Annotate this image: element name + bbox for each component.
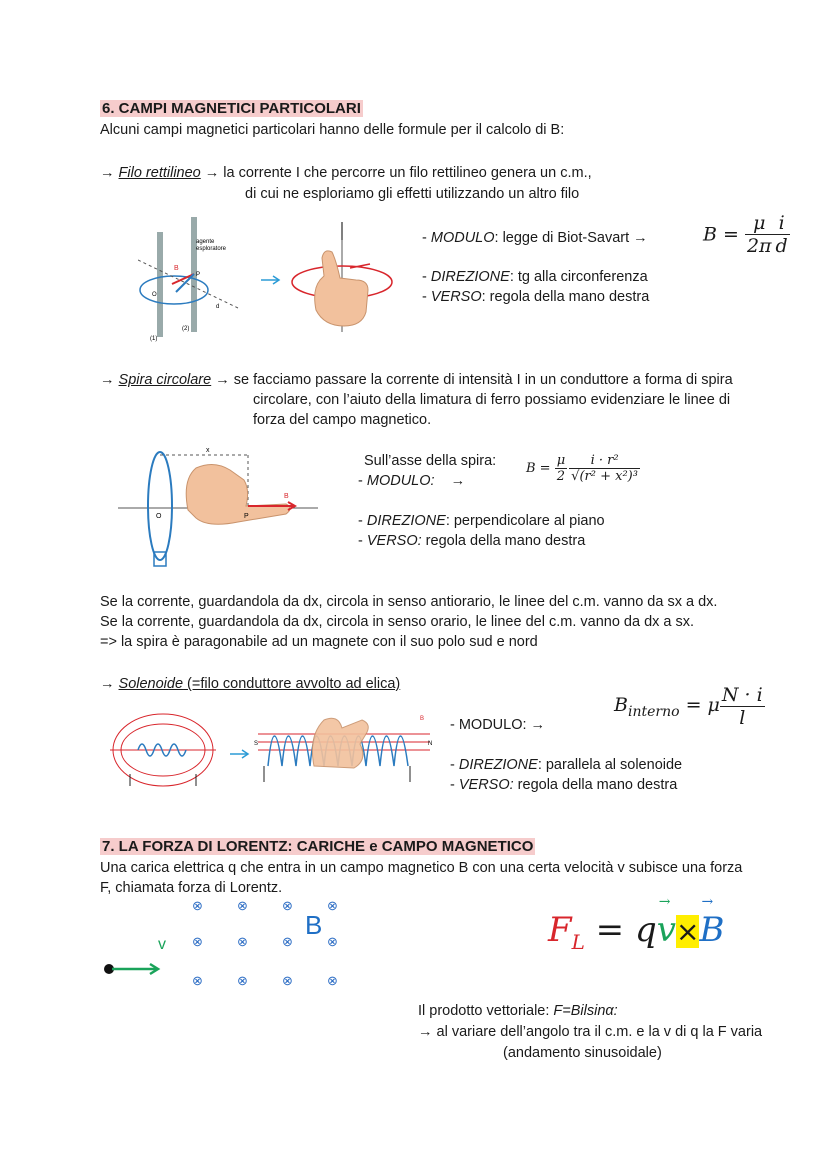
spira-direzione-text: : perpendicolare al piano <box>445 513 605 529</box>
spira-fig-x: x <box>206 447 210 454</box>
solenoide-field-diagram <box>108 708 218 792</box>
prodotto-desc2: (andamento sinusoidale) <box>503 1045 662 1061</box>
lorentz-v-vector-arrow: → <box>658 894 671 910</box>
filo-figure-diagram <box>138 212 250 344</box>
field-into-page-symbol: ⊗ <box>192 973 203 988</box>
spira-fig-o: O <box>156 513 162 520</box>
filo-modulo-text: : legge di Biot-Savart → <box>494 230 648 246</box>
filo-verso: - VERSO: regola della mano destra <box>422 289 650 305</box>
field-into-page-symbol: ⊗ <box>237 934 248 949</box>
solenoide-verso-text: regola della mano destra <box>513 777 678 793</box>
spira-heading <box>100 370 733 390</box>
solenoide-title: Solenoide <box>118 676 184 692</box>
spira-formula-den2: √(r² + x²)³ <box>571 469 638 484</box>
velocity-label: v <box>158 936 166 953</box>
note-1: Se la corrente, guardandola da dx, circola in senso antiorario, le linee del c.m. vanno da sx a dx. <box>100 594 718 610</box>
fig-label-agente: agente <box>196 239 215 245</box>
filo-direzione-text: : tg alla circonferenza <box>509 269 648 285</box>
solenoide-title-rest: (=filo conduttore avvolto ad elica) <box>183 676 401 692</box>
solenoide-formula-den: l <box>739 707 746 729</box>
spira-desc2: circolare, con l’aiuto della limatura di ferro possiamo evidenziare le linee di <box>253 392 731 408</box>
solenoide-heading <box>100 674 400 694</box>
filo-heading <box>100 163 592 183</box>
fig-label-n2: (2) <box>182 326 190 332</box>
solenoide-modulo: - MODULO: → <box>450 717 546 733</box>
solenoide-arrow: → <box>100 676 115 692</box>
fig-label-d: d <box>216 304 220 310</box>
field-into-page-symbol: ⊗ <box>282 973 293 988</box>
solenoide-direzione: - DIREZIONE: parallela al solenoide <box>450 757 683 773</box>
spira-direzione: - DIREZIONE: perpendicolare al piano <box>358 513 605 529</box>
solenoide-formula-lhs: B <box>614 693 628 716</box>
spira-desc1: → se facciamo passare la corrente di intensità I in un conduttore a forma di spira <box>215 372 733 388</box>
filo-transition-arrow-icon <box>260 274 282 286</box>
section-6-heading: 6. CAMPI MAGNETICI PARTICOLARI <box>102 100 361 117</box>
lorentz-desc2: F, chiamata forza di Lorentz. <box>100 880 283 896</box>
field-into-page-symbol: ⊗ <box>282 898 293 913</box>
field-into-page-symbol: ⊗ <box>237 898 248 913</box>
spira-modulo: - MODULO: → <box>358 473 466 489</box>
field-into-page-symbol: ⊗ <box>327 973 338 988</box>
prodotto-desc1: → al variare dell’angolo tra il c.m. e la v di q la F varia <box>418 1024 763 1040</box>
biot-savart-num1: μ <box>745 212 774 235</box>
prodotto-vettoriale <box>418 1001 618 1021</box>
solenoide-transition-arrow-icon <box>229 748 251 760</box>
field-into-page-symbol: ⊗ <box>237 973 248 988</box>
lorentz-formula-cross: × <box>675 915 700 948</box>
note-2: Se la corrente, guardandola da dx, circola in senso orario, le linee del c.m. vanno da dx a sx. <box>100 614 695 630</box>
field-into-page-symbol: ⊗ <box>192 898 203 913</box>
solenoide-formula-sub: interno <box>627 703 680 720</box>
spira-fig-b: B <box>284 493 289 500</box>
fig-label-p: P <box>196 272 201 278</box>
prodotto-formula: F=Bilsinα: <box>553 1003 618 1019</box>
filo-right-hand-icon <box>290 220 400 335</box>
filo-arrow: → <box>100 165 115 181</box>
spira-formula-num2: i · r² <box>569 453 640 469</box>
biot-savart-formula <box>703 212 790 257</box>
fig-label-b: B <box>174 265 179 272</box>
spira-modulo-arrow: → <box>450 473 466 489</box>
spira-formula-num1: μ <box>556 453 566 468</box>
solenoide-hand-diagram <box>254 706 434 792</box>
lorentz-formula-v: v <box>656 910 676 950</box>
spira-formula <box>526 453 640 484</box>
field-into-page-symbol: ⊗ <box>327 898 338 913</box>
biot-savart-num2: i <box>774 212 790 235</box>
filo-direzione: - DIREZIONE: tg alla circonferenza <box>422 269 648 285</box>
spira-verso: - VERSO: regola della mano destra <box>358 533 586 549</box>
biot-savart-den2: d <box>775 235 788 257</box>
field-into-page-symbol: ⊗ <box>327 934 338 949</box>
note-3: => la spira è paragonabile ad un magnete con il suo polo sud e nord <box>100 634 538 650</box>
spira-title: Spira circolare <box>118 372 212 388</box>
filo-modulo: - MODULO: legge di Biot-Savart → <box>422 230 648 246</box>
filo-direzione-label: DIREZIONE <box>430 269 510 285</box>
fig-label-o: O <box>152 292 157 298</box>
lorentz-formula-sub: L <box>571 929 585 954</box>
filo-desc1: → la corrente I che percorre un filo rettilineo genera un c.m., <box>204 165 592 181</box>
solenoide-fig-b: B <box>420 716 425 722</box>
solenoide-direzione-text: : parallela al solenoide <box>537 757 683 773</box>
charge-velocity-arrow-icon <box>100 960 164 978</box>
solenoide-verso-label: VERSO: <box>458 777 514 793</box>
spira-verso-label: VERSO: <box>366 533 422 549</box>
lorentz-b-vector-arrow: → <box>701 894 714 910</box>
solenoide-verso: - VERSO: regola della mano destra <box>450 777 678 793</box>
lorentz-formula-b: B <box>699 910 725 950</box>
spira-asse: Sull’asse della spira: <box>364 453 497 469</box>
solenoide-fig-n: N <box>428 741 433 747</box>
biot-savart-lhs: B = <box>703 223 739 246</box>
biot-savart-den1: 2π <box>746 235 772 257</box>
spira-arrow: → <box>100 372 115 388</box>
lorentz-desc1: Una carica elettrica q che entra in un campo magnetico B con una certa velocità v subisce una forza <box>100 860 743 876</box>
solenoide-direzione-label: DIREZIONE <box>458 757 538 773</box>
solenoide-fig-s: S <box>254 741 259 747</box>
spira-desc3: forza del campo magnetico. <box>253 412 432 428</box>
lorentz-formula-f: F <box>548 910 572 950</box>
prodotto-label: Il prodotto vettoriale: <box>418 1003 554 1019</box>
solenoide-formula-eq: = μ <box>685 693 720 716</box>
fig-label-esploratore: esploratore <box>196 246 227 252</box>
section-7-heading: 7. LA FORZA DI LORENTZ: CARICHE e CAMPO MAGNETICO <box>102 838 534 855</box>
field-b-label: B <box>305 910 323 940</box>
spira-figure-diagram <box>118 440 328 572</box>
field-into-page-symbol: ⊗ <box>192 934 203 949</box>
solenoide-formula <box>614 684 765 729</box>
filo-verso-text: : regola della mano destra <box>481 289 650 305</box>
spira-direzione-label: DIREZIONE <box>366 513 446 529</box>
spira-formula-lhs: B = <box>526 461 551 476</box>
spira-formula-den1: 2 <box>556 469 566 484</box>
filo-desc2: di cui ne esploriamo gli effetti utilizzando un altro filo <box>245 186 580 202</box>
lorentz-formula <box>548 894 725 954</box>
spira-modulo-label: MODULO: <box>366 473 435 489</box>
fig-label-n1: (1) <box>150 336 158 342</box>
filo-title: Filo rettilineo <box>118 165 201 181</box>
lorentz-formula-eq: = q <box>584 910 657 950</box>
field-into-page-symbol: ⊗ <box>282 934 293 949</box>
filo-verso-label: VERSO <box>430 289 482 305</box>
section-6-intro: Alcuni campi magnetici particolari hanno delle formule per il calcolo di B: <box>100 122 565 138</box>
filo-modulo-label: MODULO <box>430 230 495 246</box>
spira-fig-p: P <box>244 513 249 520</box>
solenoide-formula-num: N · i <box>721 684 763 706</box>
spira-verso-text: regola della mano destra <box>421 533 586 549</box>
